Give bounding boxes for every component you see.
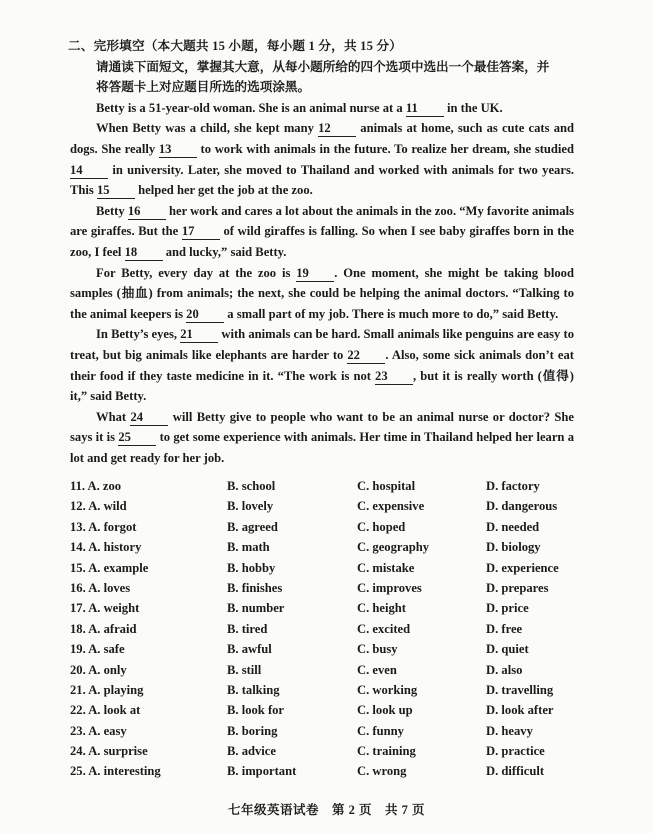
option-d: D. needed	[486, 519, 540, 534]
passage-paragraph	[70, 263, 574, 325]
option-b: B. look for	[227, 703, 285, 718]
option-b: B. important	[227, 764, 297, 779]
passage-text: , but it is really worth (值得) it,” said Betty.	[70, 368, 574, 404]
option-a: 18. A. afraid	[70, 621, 137, 636]
option-b: B. talking	[227, 682, 280, 697]
passage-paragraph	[70, 201, 574, 263]
passage-text: When Betty was a child, she kept many	[96, 121, 319, 136]
options-table	[70, 476, 580, 782]
option-c: C. hospital	[357, 479, 416, 493]
option-c: C. even	[357, 662, 397, 677]
option-a: 19. A. safe	[70, 642, 125, 657]
option-a: 11. A. zoo	[70, 479, 122, 493]
option-d: D. also	[486, 662, 523, 677]
option-row	[70, 598, 580, 618]
option-c: C. expensive	[357, 499, 425, 514]
option-row	[70, 639, 580, 659]
blank-21: 21	[180, 326, 218, 343]
option-row	[70, 660, 580, 680]
passage-text: will Betty give to people who want to be an animal nurse or doctor? She says it is	[70, 409, 574, 445]
option-b: B. tired	[227, 621, 268, 636]
option-a: 24. A. surprise	[70, 744, 148, 759]
passage	[70, 98, 574, 469]
passage-text: . One moment, she might be taking blood samples (抽血) from animals; the next, she could be helping the animal doctors. “Talking to the animal keepers is	[70, 265, 574, 321]
blank-24: 24	[130, 409, 168, 426]
passage-text: What	[96, 409, 131, 424]
option-a: 20. A. only	[70, 662, 127, 677]
option-d: D. difficult	[486, 764, 545, 779]
passage-text: For Betty, every day at the zoo is	[96, 265, 297, 280]
option-d: D. biology	[486, 540, 541, 555]
option-row	[70, 578, 580, 598]
passage-paragraph	[70, 407, 574, 469]
option-d: D. dangerous	[486, 499, 558, 514]
blank-15: 15	[97, 182, 135, 199]
option-row	[70, 680, 580, 700]
option-c: C. look up	[357, 703, 413, 718]
option-d: D. factory	[486, 479, 540, 493]
option-row	[70, 761, 580, 781]
option-b: B. agreed	[227, 519, 278, 534]
option-row	[70, 700, 580, 720]
option-row	[70, 496, 580, 516]
option-b: B. advice	[227, 744, 276, 759]
blank-19: 19	[296, 265, 334, 282]
passage-text: Betty is a 51-year-old woman. She is an animal nurse at a	[96, 100, 406, 115]
blank-17: 17	[182, 223, 220, 240]
option-d: D. free	[486, 621, 523, 636]
passage-text: helped her get the job at the zoo.	[134, 183, 313, 198]
option-b: B. hobby	[227, 560, 276, 575]
cloze-section	[70, 36, 574, 468]
blank-22: 22	[347, 347, 385, 364]
option-c: C. wrong	[357, 764, 407, 779]
option-c: C. improves	[357, 580, 422, 595]
option-b: B. still	[227, 662, 262, 677]
option-a: 15. A. example	[70, 560, 149, 575]
option-b: B. boring	[227, 723, 278, 738]
passage-text: and lucky,” said Betty.	[162, 244, 287, 259]
passage-text: her work and cares a lot about the animals in the zoo. “My favorite animals are giraffes. But the	[70, 203, 574, 239]
option-row	[70, 721, 580, 741]
option-b: B. school	[227, 479, 276, 493]
instruction-line-1: 请通读下面短文，掌握其大意，从每小题所给的四个选项中选出一个最佳答案，并	[96, 59, 550, 74]
blank-18: 18	[125, 244, 163, 261]
option-row	[70, 619, 580, 639]
option-a: 23. A. easy	[70, 723, 127, 738]
option-row	[70, 741, 580, 761]
instruction-line-2: 将答题卡上对应题目所选的选项涂黑。	[96, 80, 311, 95]
passage-text: in the UK.	[443, 100, 503, 115]
option-row	[70, 537, 580, 557]
option-d: D. look after	[486, 703, 554, 718]
option-d: D. price	[486, 601, 529, 616]
option-c: C. height	[357, 601, 406, 616]
blank-13: 13	[159, 141, 197, 158]
option-a: 12. A. wild	[70, 499, 127, 514]
option-c: C. mistake	[357, 560, 415, 575]
blank-16: 16	[128, 203, 166, 220]
option-b: B. awful	[227, 642, 272, 657]
blank-20: 20	[186, 306, 224, 323]
option-d: D. quiet	[486, 642, 529, 657]
option-d: D. practice	[486, 744, 545, 759]
option-a: 17. A. weight	[70, 601, 140, 616]
option-row	[70, 517, 580, 537]
passage-text: with animals can be hard. Small animals like penguins are easy to treat, but big animals like elephants are harder to	[70, 327, 574, 362]
option-c: C. excited	[357, 621, 411, 636]
option-a: 22. A. look at	[70, 703, 141, 718]
option-c: C. working	[357, 682, 418, 697]
blank-23: 23	[375, 368, 413, 385]
passage-paragraph	[70, 324, 574, 406]
blank-11: 11	[406, 100, 444, 117]
option-c: C. hoped	[357, 519, 406, 534]
option-a: 25. A. interesting	[70, 764, 161, 779]
option-d: D. experience	[486, 560, 559, 575]
option-b: B. math	[227, 540, 270, 555]
passage-text: of wild giraffes is falling. So when I see baby giraffes born in the zoo, I feel	[70, 224, 575, 259]
option-a: 16. A. loves	[70, 580, 131, 595]
option-row	[70, 476, 580, 496]
option-c: C. funny	[357, 723, 404, 738]
page-footer: 七年级英语试卷 第 2 页 共 7 页	[227, 803, 425, 817]
option-d: D. heavy	[486, 723, 533, 738]
option-b: B. finishes	[227, 580, 283, 595]
passage-text: to work with animals in the future. To realize her dream, she studied	[196, 141, 575, 156]
option-b: B. lovely	[227, 499, 274, 514]
blank-14: 14	[70, 162, 108, 179]
option-c: C. busy	[357, 642, 398, 657]
passage-text: animals at home, such as cute cats and dogs. She really	[70, 121, 575, 156]
blank-25: 25	[118, 429, 156, 446]
passage-text: a small part of my job. There is much more to do,” said Betty.	[224, 306, 559, 321]
passage-text: to get some experience with animals. Her time in Thailand helped her learn a lot and get ready for her job.	[70, 430, 574, 465]
passage-text: Betty	[96, 203, 128, 218]
option-a: 21. A. playing	[70, 682, 144, 697]
option-c: C. geography	[357, 540, 430, 555]
passage-text: in university. Later, she moved to Thailand and worked with animals for two years. This	[70, 162, 574, 198]
option-row	[70, 558, 580, 578]
passage-text: . Also, some sick animals don’t eat their food if they taste medicine in it. “The work is not	[70, 347, 574, 383]
option-d: D. travelling	[486, 682, 554, 697]
option-a: 14. A. history	[70, 540, 142, 555]
passage-paragraph	[70, 98, 574, 119]
option-a: 13. A. forgot	[70, 519, 137, 534]
option-b: B. number	[227, 601, 285, 616]
passage-text: In Betty’s eyes,	[96, 327, 181, 342]
option-d: D. prepares	[486, 580, 549, 595]
section-title: 二、完形填空（本大题共 15 小题，每小题 1 分，共 15 分）	[68, 39, 403, 53]
blank-12: 12	[318, 120, 356, 137]
passage-paragraph	[70, 118, 574, 200]
option-c: C. training	[357, 744, 416, 759]
